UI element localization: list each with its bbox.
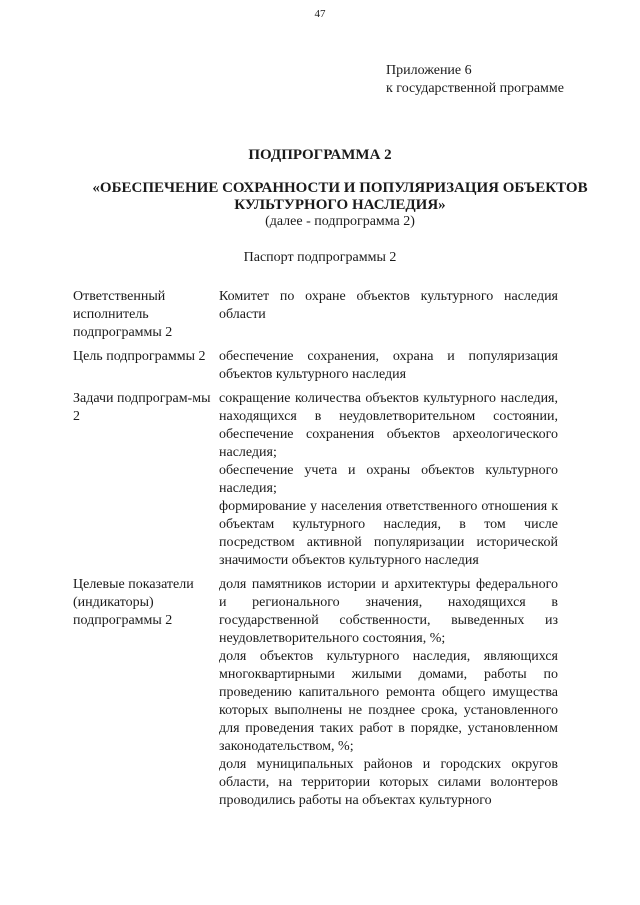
row-value-paragraph: сокращение количества объектов культурного наследия, находящихся в неудовлетворительном состоянии, обеспечение сохранения объектов археологического наследия; [219, 391, 558, 460]
row-value-paragraph: формирование у населения ответственного отношения к объектам культурного наследия, в том числе посредством активной популяризации исторической значимости объектов культурного наследия [219, 499, 558, 568]
passport-row [73, 576, 558, 810]
row-value-paragraph: доля муниципальных районов и городских округов области, на территории которых силами волонтеров проводились работы на объектах культурного [219, 757, 558, 808]
row-value-paragraph: Комитет по охране объектов культурного наследия области [219, 289, 558, 322]
page-number: 47 [314, 8, 326, 20]
appendix-line-2: к государственной программе [386, 81, 564, 96]
program-note: (далее - подпрограмма 2) [265, 214, 415, 229]
row-label: Цель подпрограммы 2 [73, 349, 206, 364]
row-value-paragraph: доля объектов культурного наследия, являющихся многоквартирными жилыми домами, работы по проведению капитального ремонта общего имущества которых выполнены не позднее срока, установленного для проведения таких работ в порядке, установленном законодательством, %; [219, 649, 558, 754]
row-value-paragraph: доля памятников истории и архитектуры федерального и регионального значения, находящихся в государственной собственности, выведенных из неудовлетворительного состояния, %; [219, 577, 558, 646]
passport-table [73, 288, 558, 816]
passport-title: Паспорт подпрограммы 2 [243, 250, 397, 265]
appendix-line-1: Приложение 6 [386, 63, 472, 78]
row-value-paragraph: обеспечение учета и охраны объектов культурного наследия; [219, 463, 558, 496]
row-label: Задачи подпрограм-мы 2 [73, 391, 211, 424]
passport-row [73, 348, 558, 384]
row-value-paragraph: обеспечение сохранения, охрана и популяризация объектов культурного наследия [219, 349, 558, 382]
row-value [219, 348, 558, 384]
subprogram-title: ПОДПРОГРАММА 2 [248, 147, 392, 163]
row-value [219, 576, 558, 810]
row-label: Ответственный исполнитель подпрограммы 2 [73, 289, 173, 340]
program-name: «ОБЕСПЕЧЕНИЕ СОХРАННОСТИ И ПОПУЛЯРИЗАЦИЯ ОБЪЕКТОВ КУЛЬТУРНОГО НАСЛЕДИЯ» [92, 180, 588, 213]
row-label: Целевые показатели (индикаторы) подпрограммы 2 [73, 577, 194, 628]
row-value [219, 390, 558, 570]
row-value [219, 288, 558, 342]
passport-row [73, 288, 558, 342]
passport-row [73, 390, 558, 570]
appendix-reference [386, 62, 564, 98]
